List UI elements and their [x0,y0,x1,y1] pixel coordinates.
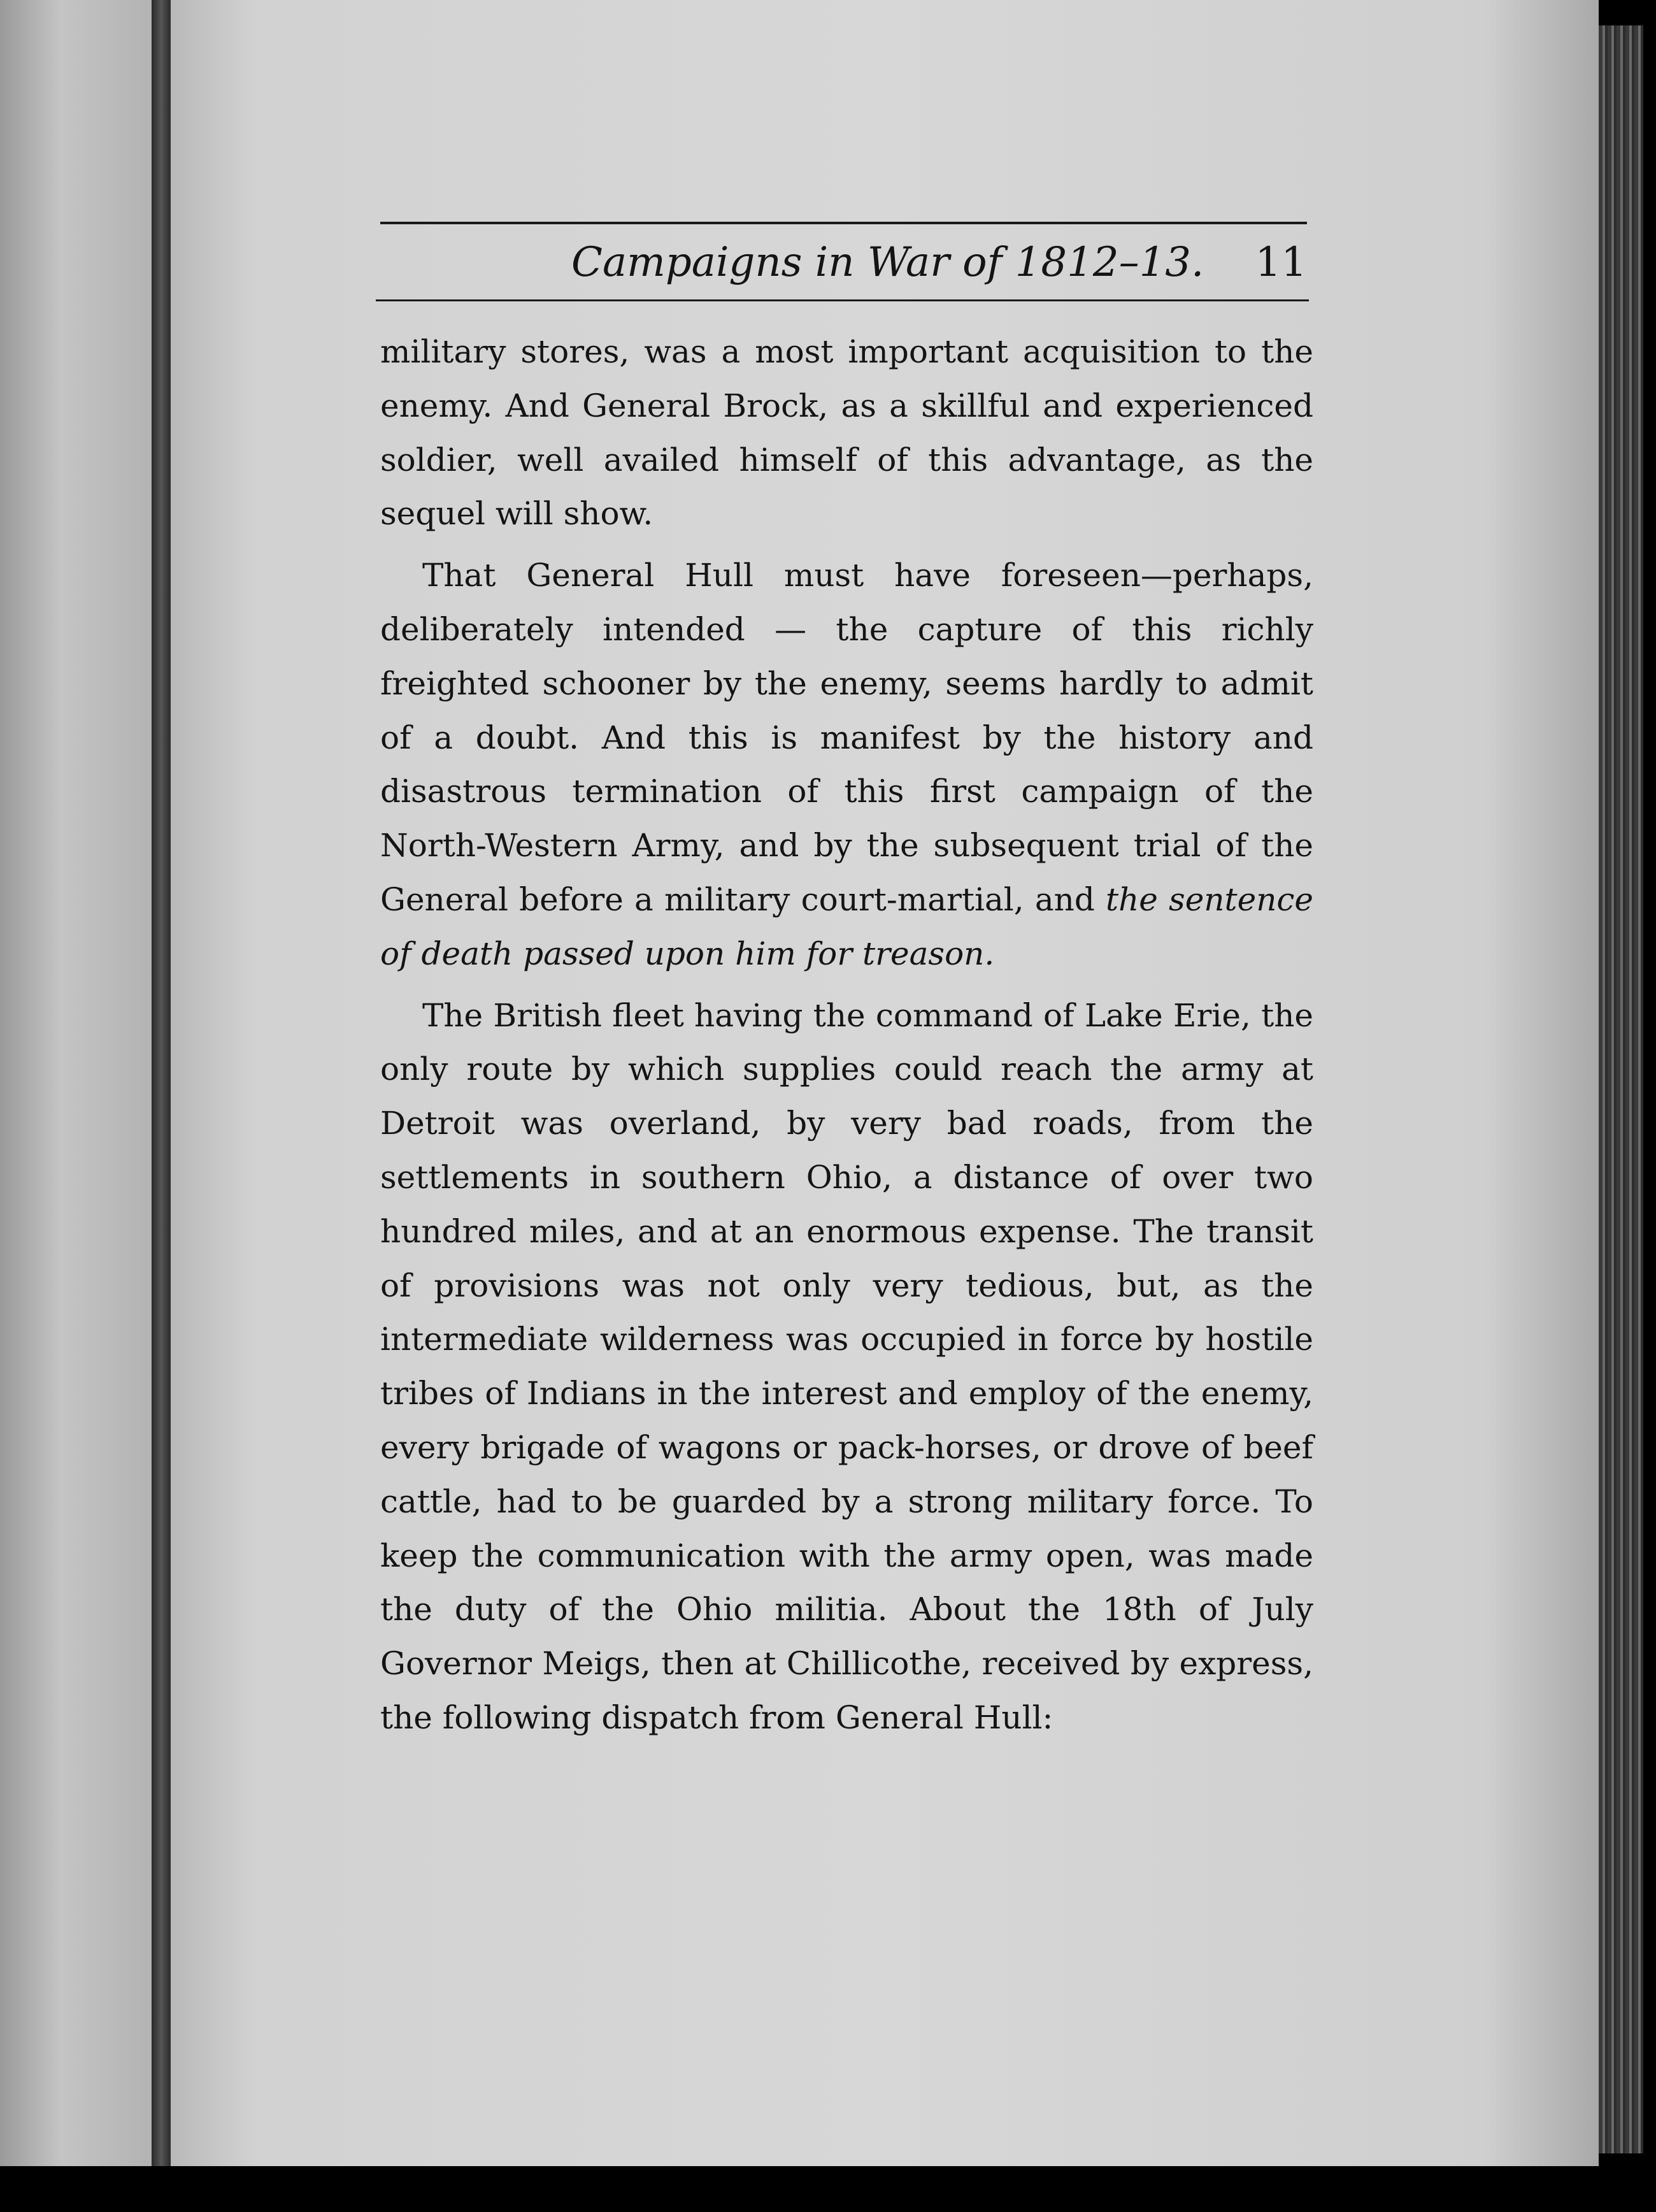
body-text [380,325,1313,1745]
paragraph-2 [380,549,1313,980]
paragraph-2-emphasis: the sentence of death passed upon him for treason. [380,880,1313,972]
page-stack-edge [1599,25,1643,2153]
header-rule-top [380,222,1307,224]
running-head [380,233,1307,296]
running-title: Campaigns in War of 1812–13. [571,239,1204,286]
paragraph-2-text: That General Hull must have foreseen—perhaps, deliberately intended — the capture of this richly freighted schooner by the enemy, seems hardly to admit of a doubt. And this is manifest by the history and disastrous termination of this first campaign of the North-Western Army, and by the subsequent trial of the General before a military court-martial, and [380,557,1313,918]
book-gutter [152,0,171,2166]
paragraph-3-text: The British fleet having the command of Lake Erie, the only route by which supplies could reach the army at Detroit was overland, by very bad roads, from the settlements in southern Ohio, a distance of over two hundred miles, and at an enormous expense. The transit of provisions was not only very tedious, but, as the intermediate wilderness was occupied in force by hostile tribes of Indians in the interest and employ of the enemy, every brigade of wagons or pack-horses, or drove of beef cattle, had to be guarded by a strong military force. To keep the communication with the army open, was made the duty of the Ohio militia. About the 18th of July Governor Meigs, then at Chillicothe, received by express, the following dispatch from General Hull: [380,996,1313,1736]
paragraph-3 [380,989,1313,1745]
page-number: 11 [1255,239,1307,286]
header-rule-bottom [376,299,1309,301]
left-page-edge [0,0,152,2166]
paragraph-1 [380,325,1313,541]
paragraph-1-text: military stores, was a most important acquisition to the enemy. And General Brock, as a skillful and experienced soldier, well availed himself of this advantage, as the sequel will show. [380,333,1313,533]
